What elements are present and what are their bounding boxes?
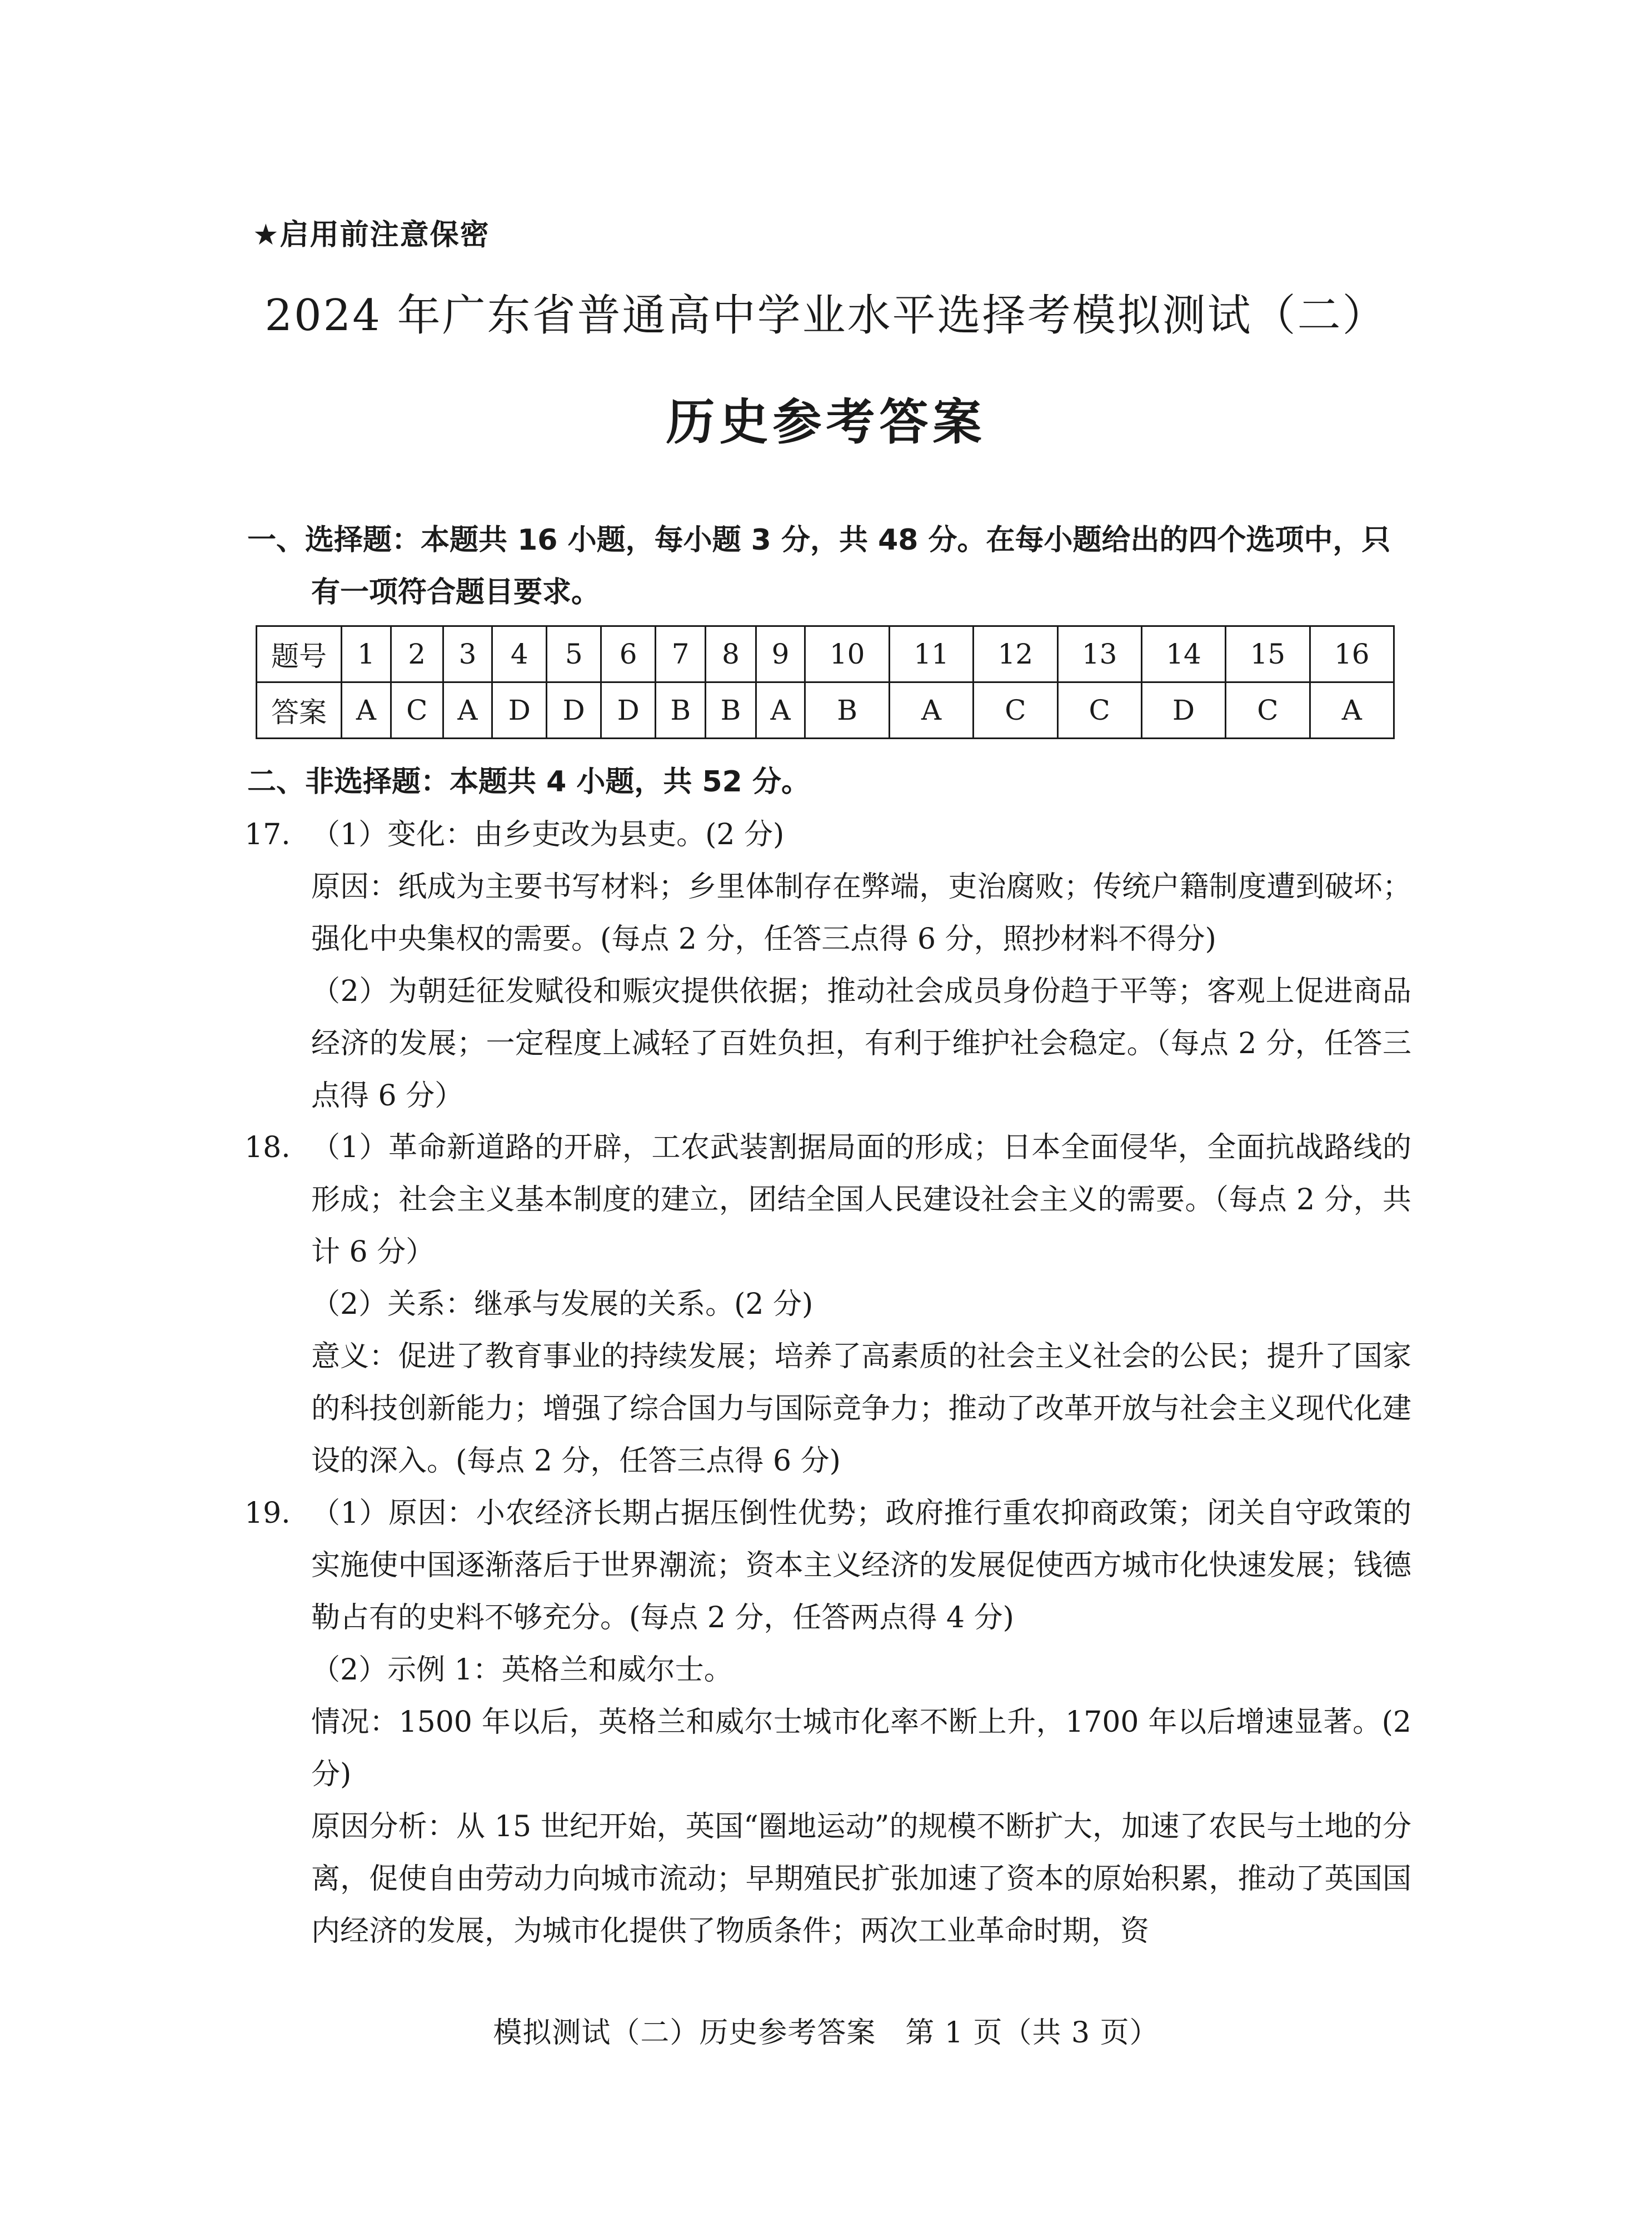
question-number-cell: 13 xyxy=(1057,626,1141,682)
question-item xyxy=(244,809,1411,1122)
answer-cell: C xyxy=(974,682,1057,739)
row-label: 答案 xyxy=(257,682,342,739)
question-number-cell: 9 xyxy=(756,626,805,682)
answer-question-18 xyxy=(244,1122,1411,1487)
answer-cell: B xyxy=(706,682,756,739)
answer-cell: A xyxy=(342,682,391,739)
question-number-cell: 10 xyxy=(805,626,889,682)
answer-paragraph: （2）示例 1：英格兰和威尔士。 xyxy=(311,1653,733,1687)
question-number-cell: 15 xyxy=(1226,626,1310,682)
answer-cell: C xyxy=(1057,682,1141,739)
question-item xyxy=(244,1487,1411,1957)
row-label: 题号 xyxy=(257,626,342,682)
answer-cell: A xyxy=(443,682,492,739)
answer-cell: D xyxy=(492,682,547,739)
answer-paragraph: 原因：纸成为主要书写材料；乡里体制存在弊端，吏治腐败；传统户籍制度遭到破坏；强化中央集权的需要。(每点 2 分，任答三点得 6 分，照抄材料不得分) xyxy=(311,870,1411,956)
table-row-question-numbers xyxy=(257,626,1394,682)
answer-cell: A xyxy=(756,682,805,739)
confidential-notice: ★启用前注意保密 xyxy=(253,218,490,252)
answer-paragraph: （2）关系：继承与发展的关系。(2 分) xyxy=(311,1288,813,1321)
section-heading-line: 有一项符合题目要求。 xyxy=(311,576,601,609)
page-footer: 模拟测试（二）历史参考答案 第 1 页（共 3 页） xyxy=(493,2016,1159,2050)
question-number-cell: 8 xyxy=(706,626,756,682)
question-number: 17. xyxy=(244,818,291,851)
question-number-cell: 6 xyxy=(601,626,656,682)
question-number: 19. xyxy=(244,1497,291,1530)
answer-cell: B xyxy=(656,682,706,739)
answer-cell: D xyxy=(601,682,656,739)
answer-cell: A xyxy=(1310,682,1394,739)
section-heading-line: 一、选择题：本题共 16 小题，每小题 3 分，共 48 分。在每小题给出的四个选项中，只 xyxy=(247,524,1391,557)
page-title: 历史参考答案 xyxy=(666,393,986,451)
answer-question-19 xyxy=(244,1487,1411,1957)
answer-paragraph: 意义：促进了教育事业的持续发展；培养了高素质的社会主义社会的公民；提升了国家的科技创新能力；增强了综合国力与国际竞争力；推动了改革开放与社会主义现代化建设的深入。(每点 2 分，任答三点得 6 分) xyxy=(311,1340,1411,1478)
question-number-cell: 5 xyxy=(547,626,601,682)
answer-paragraph: （2）为朝廷征发赋役和赈灾提供依据；推动社会成员身份趋于平等；客观上促进商品经济的发展；一定程度上减轻了百姓负担，有利于维护社会稳定。（每点 2 分，任答三点得 6 分） xyxy=(311,975,1411,1113)
exam-title: 2024 年广东省普通高中学业水平选择考模拟测试（二） xyxy=(264,291,1388,341)
question-number-cell: 3 xyxy=(443,626,492,682)
answer-paragraph: （1）革命新道路的开辟，工农武装割据局面的形成；日本全面侵华，全面抗战路线的形成；社会主义基本制度的建立，团结全国人民建设社会主义的需要。（每点 2 分，共计 6 分） xyxy=(311,1131,1411,1269)
question-number-cell: 1 xyxy=(342,626,391,682)
answer-paragraph: （1）变化：由乡吏改为县吏。(2 分) xyxy=(311,818,785,851)
answer-cell: C xyxy=(391,682,443,739)
section-multiple-choice-heading xyxy=(247,514,1414,619)
answer-cell: D xyxy=(547,682,601,739)
answer-cell: D xyxy=(1141,682,1225,739)
question-number: 18. xyxy=(244,1131,291,1164)
question-number-cell: 14 xyxy=(1141,626,1225,682)
table-row-answers xyxy=(257,682,1394,739)
answer-paragraph: 原因分析：从 15 世纪开始，英国“圈地运动”的规模不断扩大，加速了农民与土地的分离，促使自由劳动力向城市流动；早期殖民扩张加速了资本的原始积累，推动了英国国内经济的发展，为城市化提供了物质条件；两次工业革命时期，资 xyxy=(311,1810,1411,1948)
question-item xyxy=(244,1122,1411,1487)
question-number-cell: 16 xyxy=(1310,626,1394,682)
section-free-response-heading: 二、非选择题：本题共 4 小题，共 52 分。 xyxy=(247,765,810,799)
answer-question-17 xyxy=(244,809,1411,1122)
question-number-cell: 7 xyxy=(656,626,706,682)
answer-cell: B xyxy=(805,682,889,739)
answer-cell: A xyxy=(889,682,973,739)
question-number-cell: 12 xyxy=(974,626,1057,682)
question-number-cell: 2 xyxy=(391,626,443,682)
answer-paragraph: 情况：1500 年以后，英格兰和威尔士城市化率不断上升，1700 年以后增速显著。(2 分) xyxy=(311,1706,1411,1791)
answer-table xyxy=(256,625,1395,739)
answer-cell: C xyxy=(1226,682,1310,739)
answer-paragraph: （1）原因：小农经济长期占据压倒性优势；政府推行重农抑商政策；闭关自守政策的实施使中国逐渐落后于世界潮流；资本主义经济的发展促使西方城市化快速发展；钱德勒占有的史料不够充分。(每点 2 分，任答两点得 4 分) xyxy=(311,1497,1411,1634)
question-number-cell: 11 xyxy=(889,626,973,682)
question-number-cell: 4 xyxy=(492,626,547,682)
